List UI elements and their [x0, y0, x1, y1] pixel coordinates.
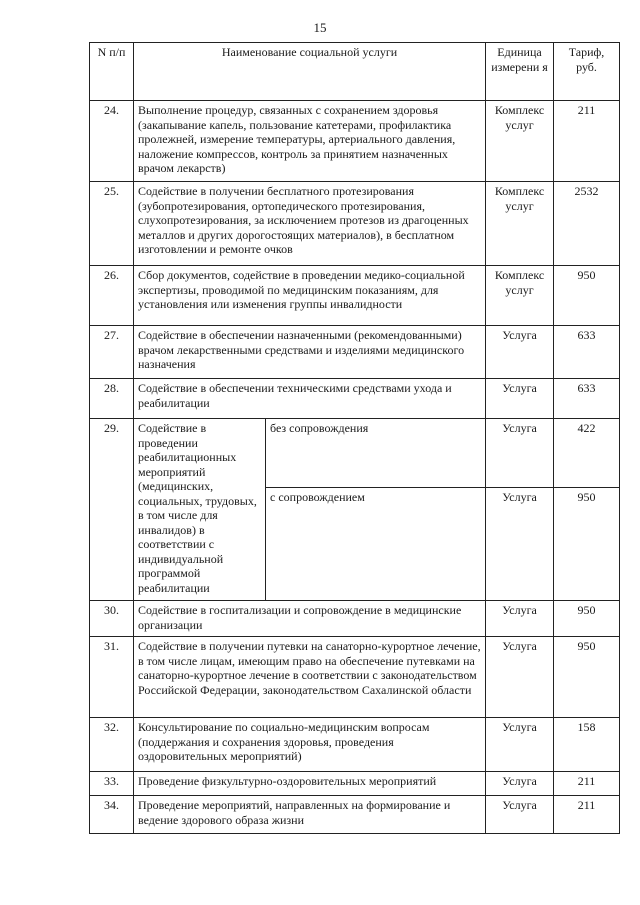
row-num: 26.: [90, 266, 134, 326]
tariff-cell: 950: [554, 637, 620, 718]
tariff-cell: 422: [554, 419, 620, 488]
row-num: 33.: [90, 772, 134, 796]
service-name: Содействие в получении бесплатного протезирования (зубопротезирования, ортопедического протезирования, слухопротезирования, за исключением протезов из драгоценных металлов и других дорогостоящих материалов), в бесплатном изготовлении и ремонте очков: [134, 182, 486, 266]
tariff-cell: 211: [554, 772, 620, 796]
row-num: 34.: [90, 796, 134, 834]
unit-cell: Услуга: [486, 488, 554, 601]
service-name: Содействие в проведении реабилитационных мероприятий (медицинских, социальных, трудовых, в том числе для инвалидов) в соответствии с индивидуальной программой реабилитации: [134, 419, 266, 601]
header-num: N п/п: [90, 43, 134, 101]
header-name: Наименование социальной услуги: [134, 43, 486, 101]
service-name: Выполнение процедур, связанных с сохранением здоровья (закапывание капель, пользование катетерами, профилактика пролежней, измерение температуры, артериального давления, наложение компрессов, контроль за принятием назначенных врачом лекарств): [134, 101, 486, 182]
unit-cell: Услуга: [486, 379, 554, 419]
service-name: Сбор документов, содействие в проведении медико-социальной экспертизы, проводимой по медицинским показаниям, для установления или изменения группы инвалидности: [134, 266, 486, 326]
table-row: [90, 718, 620, 772]
table-row: [90, 601, 620, 637]
unit-cell: Услуга: [486, 796, 554, 834]
unit-cell: Услуга: [486, 601, 554, 637]
unit-cell: Комплекс услуг: [486, 182, 554, 266]
service-name: Содействие в обеспечении назначенными (рекомендованными) врачом лекарственными средствами и изделиями медицинского назначения: [134, 326, 486, 379]
row-num: 25.: [90, 182, 134, 266]
table-row: [90, 379, 620, 419]
row-num: 32.: [90, 718, 134, 772]
tariff-cell: 950: [554, 266, 620, 326]
service-option: без сопровождения: [266, 419, 486, 488]
tariff-cell: 950: [554, 601, 620, 637]
table-row: [90, 326, 620, 379]
row-num: 28.: [90, 379, 134, 419]
unit-cell: Услуга: [486, 419, 554, 488]
table-row: [90, 266, 620, 326]
service-option: с сопровождением: [266, 488, 486, 601]
unit-cell: Услуга: [486, 637, 554, 718]
tariff-cell: 211: [554, 796, 620, 834]
unit-cell: Услуга: [486, 718, 554, 772]
row-num: 24.: [90, 101, 134, 182]
header-unit: Единица измерени я: [486, 43, 554, 101]
service-name: Содействие в обеспечении техническими средствами ухода и реабилитации: [134, 379, 486, 419]
table-row: [90, 796, 620, 834]
page-number: 15: [313, 20, 327, 35]
table-row: [90, 182, 620, 266]
table-header-row: [90, 43, 620, 101]
unit-cell: Услуга: [486, 772, 554, 796]
unit-cell: Услуга: [486, 326, 554, 379]
tariff-cell: 633: [554, 379, 620, 419]
row-num: 29.: [90, 419, 134, 601]
service-name: Содействие в госпитализации и сопровождение в медицинские организации: [134, 601, 486, 637]
service-name: Проведение мероприятий, направленных на формирование и ведение здорового образа жизни: [134, 796, 486, 834]
unit-cell: Комплекс услуг: [486, 266, 554, 326]
table-row: [90, 772, 620, 796]
unit-cell: Комплекс услуг: [486, 101, 554, 182]
table-row: [90, 637, 620, 718]
header-tariff: Тариф, руб.: [554, 43, 620, 101]
tariff-cell: 2532: [554, 182, 620, 266]
row-num: 30.: [90, 601, 134, 637]
tariff-cell: 633: [554, 326, 620, 379]
row-num: 27.: [90, 326, 134, 379]
service-name: Консультирование по социально-медицинским вопросам (поддержания и сохранения здоровья, проведения оздоровительных мероприятий): [134, 718, 486, 772]
tariff-cell: 950: [554, 488, 620, 601]
tariff-cell: 211: [554, 101, 620, 182]
table-row: [90, 101, 620, 182]
tariff-cell: 158: [554, 718, 620, 772]
tariff-table: [89, 42, 620, 834]
service-name: Содействие в получении путевки на санаторно-курортное лечение, в том числе лицам, имеющим право на обеспечение путевками на санаторно-курортное лечение в соответствии с законодательством Российской Федерации, законодательством Сахалинской области: [134, 637, 486, 718]
row-num: 31.: [90, 637, 134, 718]
service-name: Проведение физкультурно-оздоровительных мероприятий: [134, 772, 486, 796]
table-row: [90, 419, 620, 488]
